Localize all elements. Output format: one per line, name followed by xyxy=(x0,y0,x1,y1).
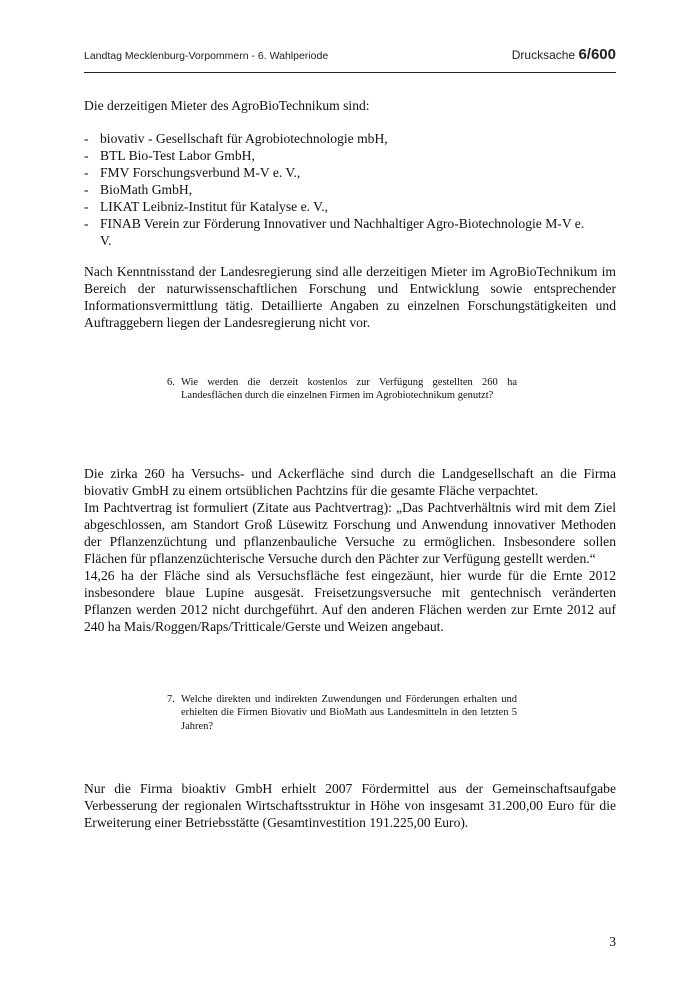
list-item: - BioMath GmbH, xyxy=(84,182,193,197)
page-header xyxy=(84,46,616,73)
question-number: 7. xyxy=(167,694,175,705)
paragraph-tenants-info: Nach Kenntnisstand der Landesregierung sind alle derzeitigen Mieter im AgroBioTechnikum im Bereich der naturwissenschaftlichen Forschung und Entwicklung sowie entsprechender Informationsvermittlung tätig. Detaillierte Angaben zu einzelnen Forschungstätigkeiten und Auftraggebern liegen der Landesregierung nicht vor. xyxy=(84,264,616,330)
list-item: - LIKAT Leibniz-Institut für Katalyse e. V., xyxy=(84,199,329,214)
list-item: - BTL Bio-Test Labor GmbH, xyxy=(84,148,255,163)
page-number: 3 xyxy=(609,934,616,949)
question-number: 6. xyxy=(167,377,175,388)
question-text: Wie werden die derzeit kostenlos zur Verfügung gestellten 260 ha Landesflächen durch die einzelnen Firmen im Agrobiotechnikum genutzt? xyxy=(181,377,517,402)
list-item: - FINAB Verein zur Förderung Innovativer und Nachhaltiger Agro-Biotechnologie M-V e. V. xyxy=(84,216,585,248)
question-6 xyxy=(167,376,517,403)
answer-7: Nur die Firma bioaktiv GmbH erhielt 2007 Fördermittel aus der Gemeinschaftsaufgabe Verbesserung der regionalen Wirtschaftsstruktur in Höhe von insgesamt 31.200,00 Euro für die Erweiterung einer Betriebsstätte (Gesamtinvestition 191.225,00 Euro). xyxy=(84,781,616,830)
answer-6-paragraph-2: Im Pachtvertrag ist formuliert (Zitate aus Pachtvertrag): „Das Pachtverhältnis wird mit dem Ziel abgeschlossen, am Standort Groß Lüsewitz Forschung und Anwendung innovativer Methoden der Pflanzenzüchtung und pflanzenbauliche Versuche zu ermöglichen. Insbesondere sollen Flächen für pflanzenzüchterische Versuche durch den Pächter zur Verfügung gestellt werden.“ xyxy=(84,500,616,566)
answer-6-paragraph-3: 14,26 ha der Fläche sind als Versuchsfläche fest eingezäunt, hier wurde für die Ernte 2012 insbesondere blaue Lupine ausgesät. Freisetzungsversuche mit gentechnisch veränderten Pflanzen werden 2012 nicht durchgeführt. Auf den anderen Flächen werden zur Ernte 2012 auf 240 ha Mais/Roggen/Raps/Tritticale/Gerste und Weizen angebaut. xyxy=(84,568,616,634)
answer-6 xyxy=(84,465,616,635)
list-item: - FMV Forschungsverbund M-V e. V., xyxy=(84,165,301,180)
header-number: 6/600 xyxy=(578,46,616,63)
question-text: Welche direkten und indirekten Zuwendungen und Förderungen erhalten und erhielten die Firmen Biovativ und BioMath aus Landesmitteln in den letzten 5 Jahren? xyxy=(181,694,517,732)
header-document-number xyxy=(512,46,616,63)
header-parliament: Landtag Mecklenburg-Vorpommern - 6. Wahlperiode xyxy=(84,50,329,62)
question-7 xyxy=(167,693,517,733)
list-item: - biovativ - Gesellschaft für Agrobiotechnologie mbH, xyxy=(84,131,388,146)
intro-text: Die derzeitigen Mieter des AgroBioTechnikum sind: xyxy=(84,98,370,113)
answer-6-paragraph-1: Die zirka 260 ha Versuchs- und Ackerfläche sind durch die Landgesellschaft an die Firma biovativ GmbH zu einem ortsüblichen Pachtzins für die gesamte Fläche verpachtet. xyxy=(84,466,616,498)
tenant-list xyxy=(84,130,616,249)
header-label: Drucksache xyxy=(511,48,576,62)
